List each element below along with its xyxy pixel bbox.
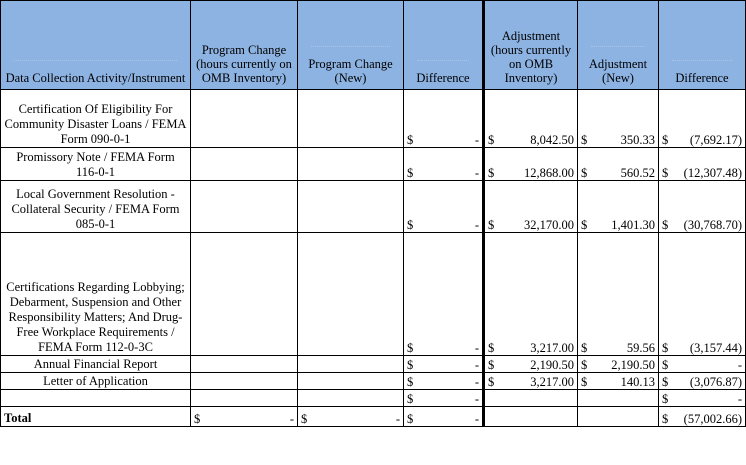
amount-cell — [191, 356, 298, 373]
amount-cell — [484, 373, 578, 390]
amount-value: 3,217.00 — [530, 341, 574, 355]
amount-cell — [191, 233, 298, 356]
activity-label: Certifications Regarding Lobbying; Debarment, Suspension and Other Responsibility Matters; And Drug-Free Workplace Requirements / FEMA Form 112-0-3C — [1, 233, 191, 356]
amount-value: 32,170.00 — [524, 218, 574, 232]
currency-symbol: $ — [407, 166, 414, 180]
amount-value: (30,768.70) — [683, 218, 742, 232]
header-program-change-current: Program Change (hours currently on OMB Inventory) — [191, 1, 298, 90]
currency-symbol: $ — [488, 358, 495, 372]
amount-value: 8,042.50 — [530, 133, 574, 147]
amount-value: (7,692.17) — [689, 133, 742, 147]
currency-symbol: $ — [407, 375, 414, 389]
amount-cell — [484, 148, 578, 181]
amount-cell — [191, 373, 298, 390]
header-row — [1, 1, 746, 90]
amount-cell — [404, 181, 484, 233]
amount-value: (57,002.66) — [683, 412, 742, 426]
currency-symbol: $ — [662, 412, 669, 426]
amount-value: 59.56 — [626, 341, 655, 355]
activity-label: Certification Of Eligibility For Community Disaster Loans / FEMA Form 090-0-1 — [1, 90, 191, 148]
amount-value: - — [474, 166, 479, 180]
amount-value: - — [737, 358, 742, 372]
currency-symbol: $ — [301, 412, 308, 426]
amount-value: - — [474, 358, 479, 372]
amount-cell — [578, 407, 659, 427]
amount-value: - — [474, 375, 479, 389]
amount-cell — [298, 407, 404, 427]
table-row — [1, 233, 746, 356]
amount-cell — [298, 390, 404, 407]
amount-cell — [298, 356, 404, 373]
amount-cell — [659, 390, 746, 407]
amount-cell — [578, 390, 659, 407]
amount-cell — [404, 90, 484, 148]
table-row — [1, 90, 746, 148]
currency-symbol: $ — [662, 358, 669, 372]
amount-value: 560.52 — [620, 166, 655, 180]
amount-cell — [298, 148, 404, 181]
currency-symbol: $ — [407, 392, 414, 406]
amount-cell — [659, 90, 746, 148]
currency-symbol: $ — [662, 166, 669, 180]
table-row — [1, 373, 746, 390]
amount-value: (3,076.87) — [689, 375, 742, 389]
amount-value: - — [474, 218, 479, 232]
amount-cell — [659, 356, 746, 373]
amount-cell — [298, 90, 404, 148]
activity-label: Annual Financial Report — [1, 356, 191, 373]
amount-cell — [484, 356, 578, 373]
amount-value: (3,157.44) — [689, 341, 742, 355]
amount-cell — [191, 390, 298, 407]
amount-cell — [404, 148, 484, 181]
amount-cell — [298, 233, 404, 356]
header-program-difference: Difference — [404, 1, 484, 90]
amount-cell — [191, 407, 298, 427]
amount-cell — [578, 233, 659, 356]
amount-cell — [404, 407, 484, 427]
currency-symbol: $ — [662, 218, 669, 232]
amount-value: - — [737, 392, 742, 406]
activity-label: Promissory Note / FEMA Form 116-0-1 — [1, 148, 191, 181]
amount-cell — [404, 233, 484, 356]
header-activity: Data Collection Activity/Instrument — [1, 1, 191, 90]
table-row — [1, 356, 746, 373]
amount-value: 350.33 — [620, 133, 655, 147]
currency-symbol: $ — [194, 412, 201, 426]
total-row — [1, 407, 746, 427]
amount-cell — [191, 181, 298, 233]
header-program-change-new: Program Change (New) — [298, 1, 404, 90]
amount-cell — [484, 181, 578, 233]
amount-value: - — [474, 392, 479, 406]
amount-cell — [404, 356, 484, 373]
currency-symbol: $ — [581, 341, 588, 355]
amount-value: 3,217.00 — [530, 375, 574, 389]
currency-symbol: $ — [488, 166, 495, 180]
amount-cell — [191, 148, 298, 181]
currency-symbol: $ — [581, 133, 588, 147]
amount-cell — [578, 181, 659, 233]
amount-cell — [404, 390, 484, 407]
currency-symbol: $ — [581, 218, 588, 232]
amount-cell — [659, 407, 746, 427]
currency-symbol: $ — [407, 412, 414, 426]
currency-symbol: $ — [488, 133, 495, 147]
header-adjustment-current: Adjustment (hours currently on OMB Inventory) — [484, 1, 578, 90]
amount-cell — [298, 181, 404, 233]
amount-value: 12,868.00 — [524, 166, 574, 180]
currency-symbol: $ — [488, 375, 495, 389]
currency-symbol: $ — [581, 375, 588, 389]
table-row — [1, 181, 746, 233]
amount-cell — [484, 233, 578, 356]
amount-value: 1,401.30 — [611, 218, 655, 232]
amount-value: - — [289, 412, 294, 426]
activity-label: Local Government Resolution - Collateral Security / FEMA Form 085-0-1 — [1, 181, 191, 233]
table-row — [1, 148, 746, 181]
amount-cell — [484, 90, 578, 148]
amount-value: - — [474, 412, 479, 426]
currency-symbol: $ — [407, 133, 414, 147]
amount-cell — [659, 233, 746, 356]
amount-cell — [659, 181, 746, 233]
amount-value: (12,307.48) — [683, 166, 742, 180]
amount-cell — [484, 390, 578, 407]
activity-label: Letter of Application — [1, 373, 191, 390]
currency-symbol: $ — [407, 358, 414, 372]
currency-symbol: $ — [581, 358, 588, 372]
currency-symbol: $ — [662, 133, 669, 147]
currency-symbol: $ — [662, 392, 669, 406]
currency-symbol: $ — [407, 218, 414, 232]
amount-cell — [484, 407, 578, 427]
amount-value: - — [474, 341, 479, 355]
currency-symbol: $ — [407, 341, 414, 355]
currency-symbol: $ — [488, 218, 495, 232]
currency-symbol: $ — [488, 341, 495, 355]
header-adjustment-new: Adjustment (New) — [578, 1, 659, 90]
currency-symbol: $ — [662, 341, 669, 355]
amount-cell — [578, 148, 659, 181]
amount-value: - — [395, 412, 400, 426]
amount-cell — [659, 148, 746, 181]
activity-label — [1, 390, 191, 407]
currency-symbol: $ — [662, 375, 669, 389]
header-adjustment-difference: Difference — [659, 1, 746, 90]
amount-cell — [659, 373, 746, 390]
amount-cell — [298, 373, 404, 390]
amount-cell — [191, 90, 298, 148]
amount-value: 2,190.50 — [530, 358, 574, 372]
amount-cell — [578, 373, 659, 390]
amount-value: - — [474, 133, 479, 147]
total-label: Total — [1, 407, 191, 427]
amount-cell — [404, 373, 484, 390]
amount-value: 2,190.50 — [611, 358, 655, 372]
amount-value: 140.13 — [620, 375, 655, 389]
table-row — [1, 390, 746, 407]
amount-cell — [578, 356, 659, 373]
amount-cell — [578, 90, 659, 148]
currency-symbol: $ — [581, 166, 588, 180]
